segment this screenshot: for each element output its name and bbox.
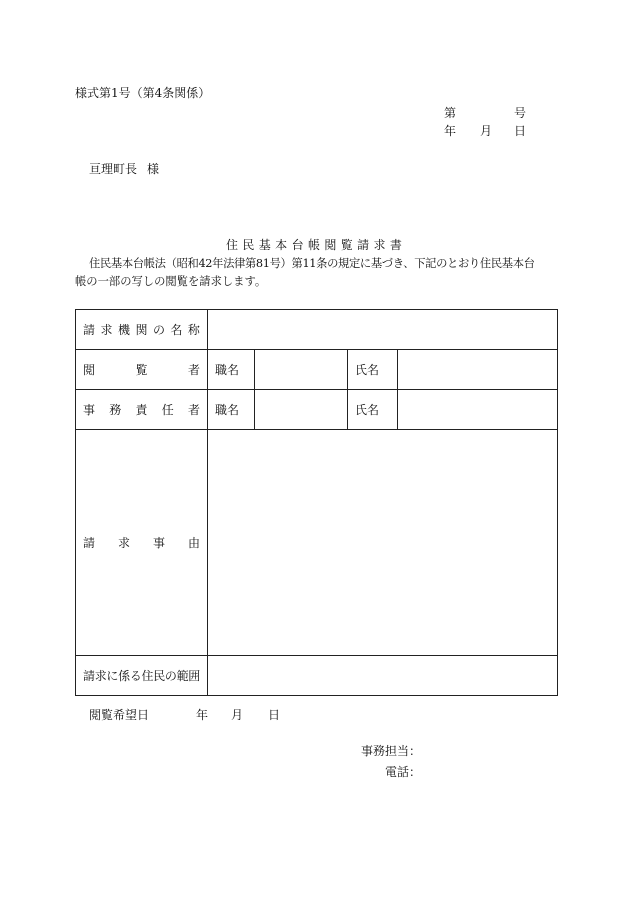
viewing-date-day: 日	[268, 708, 281, 722]
viewer-position-field[interactable]	[255, 350, 348, 390]
title-char: 請	[357, 238, 370, 252]
responsible-name-field[interactable]	[398, 390, 558, 430]
scope-field[interactable]	[208, 656, 558, 696]
label-reason: 請 求 事 由	[76, 430, 208, 656]
date-year: 年	[444, 124, 457, 138]
viewer-name-field[interactable]	[398, 350, 558, 390]
label-responsible-person: 事 務 責 任 者	[76, 390, 208, 430]
title-char: 閲	[324, 238, 337, 252]
title-char: 書	[389, 238, 402, 252]
body-text-line-2: 帳の一部の写しの閲覧を請求します。	[75, 275, 267, 288]
requesting-body-field[interactable]	[208, 310, 558, 350]
viewing-date-year: 年	[196, 708, 209, 722]
label-requesting-body: 請 求 機 関 の 名 称	[76, 310, 208, 350]
title-char: 民	[242, 238, 255, 252]
title-char: 帳	[307, 238, 320, 252]
viewer-position-label: 職名	[208, 350, 255, 390]
date-day: 日	[514, 124, 527, 138]
label-viewer: 閲 覧 者	[76, 350, 208, 390]
title-char: 台	[291, 238, 304, 252]
phone-label: 電話：	[385, 765, 422, 779]
row-viewer	[76, 350, 558, 390]
reason-field[interactable]	[208, 430, 558, 656]
addressee-name: 亘理町長	[89, 162, 138, 176]
responsible-name-label: 氏名	[348, 390, 398, 430]
responsible-position-label: 職名	[208, 390, 255, 430]
form-id: 様式第1号（第4条関係）	[75, 86, 211, 100]
viewing-date-month: 月	[231, 708, 244, 722]
responsible-position-field[interactable]	[255, 390, 348, 430]
title-char: 本	[275, 238, 288, 252]
page-title	[226, 236, 402, 253]
addressee-honorific: 様	[147, 162, 160, 176]
row-responsible-person	[76, 390, 558, 430]
row-reason	[76, 430, 558, 656]
title-char: 住	[226, 238, 239, 252]
number-prefix: 第	[444, 106, 457, 120]
title-char: 覧	[340, 238, 353, 252]
request-form-table	[75, 309, 558, 696]
row-scope	[76, 656, 558, 696]
title-char: 求	[373, 238, 386, 252]
date-month: 月	[480, 124, 493, 138]
staff-label: 事務担当：	[361, 744, 422, 758]
title-char: 基	[258, 238, 271, 252]
row-requesting-body	[76, 310, 558, 350]
number-suffix: 号	[514, 106, 527, 120]
viewer-name-label: 氏名	[348, 350, 398, 390]
body-text-line-1: 住民基本台帳法（昭和42年法律第81号）第11条の規定に基づき、下記のとおり住民基本台	[89, 257, 535, 270]
viewing-date-label: 閲覧希望日	[89, 708, 150, 722]
label-scope: 請求に係る住民の範囲	[76, 656, 208, 696]
